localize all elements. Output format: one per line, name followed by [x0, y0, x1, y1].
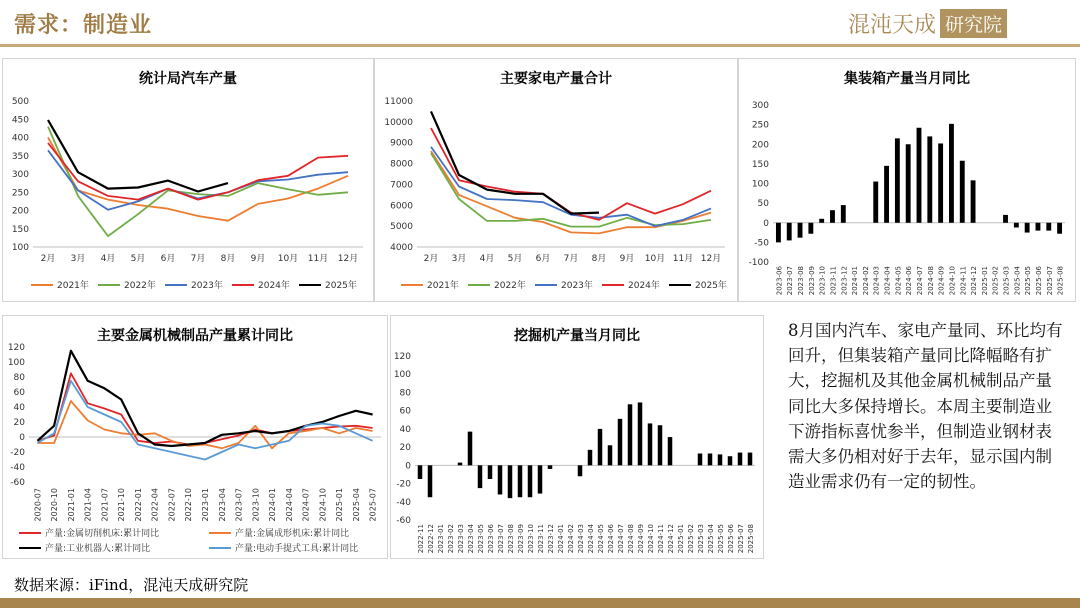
x-tick-label: 2023-01 [437, 524, 445, 554]
x-tick-label: 2023-10 [251, 488, 261, 522]
x-tick-label: 2024-04 [284, 488, 294, 522]
bar [1014, 223, 1019, 228]
container-production-chart [739, 59, 1075, 301]
series-line [431, 128, 711, 220]
x-tick-label: 6月 [160, 254, 176, 264]
x-tick-label: 2023-05 [477, 524, 485, 554]
x-tick-label: 2023-08 [507, 524, 515, 554]
series-line [37, 351, 372, 446]
bar [895, 138, 900, 222]
x-tick-label: 4月 [479, 254, 495, 264]
bar [548, 465, 553, 469]
y-tick-label: 80 [399, 388, 411, 399]
x-tick-label: 2022-10 [184, 488, 194, 522]
x-tick-label: 2023-07 [234, 488, 244, 522]
bar [458, 463, 463, 466]
x-tick-label: 2024-11 [657, 524, 665, 554]
x-tick-label: 2025-08 [1056, 266, 1065, 296]
x-tick-label: 2022-11 [417, 524, 425, 554]
x-tick-label: 2025-03 [1002, 266, 1011, 296]
x-tick-label: 2022-12 [427, 524, 435, 554]
legend-label: 2024年 [258, 281, 290, 291]
bar [873, 182, 878, 223]
y-tick-label: 100 [11, 243, 29, 253]
x-tick-label: 2025-02 [991, 266, 1000, 296]
bar [698, 453, 703, 465]
legend-label: 产量:金属成形机床:累计同比 [235, 529, 350, 539]
x-tick-label: 2023-08 [797, 266, 806, 296]
bar [808, 223, 813, 234]
y-tick-label: 200 [751, 140, 769, 151]
x-tick-label: 2024-12 [970, 266, 979, 296]
x-tick-label: 2023-09 [807, 266, 816, 296]
y-tick-label: 100 [7, 358, 25, 368]
x-tick-label: 8月 [220, 254, 236, 264]
y-tick-label: 11000 [384, 97, 413, 107]
x-tick-label: 2023-04 [467, 524, 475, 554]
bar [927, 136, 932, 222]
x-tick-label: 2022-07 [167, 488, 177, 522]
bar [488, 465, 493, 479]
bar [1003, 215, 1008, 223]
x-tick-label: 2020-10 [50, 488, 60, 522]
chart-title: 统计局汽车产量 [139, 71, 237, 87]
data-source: 数据来源：iFind，混沌天成研究院 [14, 576, 249, 594]
x-tick-label: 2024-07 [617, 524, 625, 554]
x-tick-label: 2024-05 [597, 524, 605, 554]
y-tick-label: 50 [757, 199, 769, 210]
bar [478, 465, 483, 488]
legend-label: 2023年 [191, 281, 223, 291]
x-tick-label: 2023-10 [527, 524, 535, 554]
x-tick-label: 3月 [70, 254, 86, 264]
x-tick-label: 2月 [423, 254, 439, 264]
commentary-text: 8月国内汽车、家电产量同、环比均有回升，但集装箱产量同比降幅略有扩大，挖掘机及其他金属机械制品产量同比大多保持增长。本周主要制造业下游指标喜忧参半，但制造业钢材表需大多仍相对好于去年，显示国内制造业需求仍有一定的韧性。 [788, 321, 1063, 492]
bar [518, 465, 523, 497]
y-tick-label: 4000 [390, 243, 413, 253]
legend-label: 2025年 [695, 281, 727, 291]
y-tick-label: -100 [748, 258, 769, 268]
x-tick-label: 2025-06 [1034, 266, 1043, 296]
x-tick-label: 2023-07 [786, 266, 795, 296]
bar [668, 437, 673, 465]
x-tick-label: 2024-01 [851, 266, 860, 296]
x-tick-label: 8月 [591, 254, 607, 264]
bar [658, 425, 663, 465]
legend-label: 2023年 [561, 281, 593, 291]
y-tick-label: 300 [751, 101, 769, 111]
x-tick-label: 2023-10 [818, 266, 827, 296]
bar [1025, 223, 1030, 233]
legend-label: 2021年 [57, 281, 89, 291]
y-tick-label: -50 [754, 238, 769, 249]
bar [508, 465, 513, 498]
x-tick-label: 2022-01 [133, 488, 143, 522]
header-rule [0, 44, 1080, 47]
bar [528, 465, 533, 497]
y-tick-label: 20 [399, 443, 411, 454]
bar [830, 210, 835, 223]
x-tick-label: 2025-01 [980, 266, 989, 296]
x-tick-label: 12月 [337, 254, 359, 264]
x-tick-label: 2024-05 [894, 266, 903, 296]
logo-text: 混沌天成 [848, 12, 937, 38]
brand-logo [848, 6, 1007, 40]
x-tick-label: 2024-06 [607, 524, 615, 554]
x-tick-label: 2021-04 [83, 488, 93, 522]
y-tick-label: 40 [399, 424, 411, 435]
x-tick-label: 10月 [277, 254, 299, 264]
y-tick-label: 500 [11, 97, 29, 107]
y-tick-label: -40 [396, 497, 411, 508]
legend-label: 2021年 [427, 281, 459, 291]
y-tick-label: 450 [11, 115, 29, 126]
x-tick-label: 9月 [250, 254, 266, 264]
bar [728, 456, 733, 465]
series-line [37, 401, 372, 448]
bar [608, 445, 613, 465]
bar [468, 432, 473, 466]
bar [538, 465, 543, 493]
y-tick-label: -60 [396, 516, 411, 526]
x-tick-label: 2025-05 [717, 524, 725, 554]
x-tick-label: 2025-02 [687, 524, 695, 554]
x-tick-label: 2021-07 [100, 488, 110, 522]
y-tick-label: 7000 [390, 180, 413, 191]
x-tick-label: 2025-01 [335, 488, 345, 522]
y-tick-label: 40 [13, 403, 25, 413]
y-tick-label: 250 [751, 120, 769, 131]
x-tick-label: 2024-01 [557, 524, 565, 554]
x-tick-label: 2024-07 [916, 266, 924, 296]
x-tick-label: 2月 [40, 254, 56, 264]
x-tick-label: 2024-10 [948, 266, 957, 296]
x-tick-label: 2025-01 [677, 524, 685, 554]
x-tick-label: 2023-07 [497, 524, 505, 554]
y-tick-label: -40 [10, 463, 25, 473]
bar [428, 465, 433, 497]
x-tick-label: 11月 [307, 254, 329, 264]
y-tick-label: 0 [19, 433, 25, 443]
x-tick-label: 4月 [100, 254, 116, 264]
x-tick-label: 2024-02 [567, 524, 575, 554]
bar [1057, 223, 1062, 234]
y-tick-label: 120 [7, 343, 25, 353]
appliance-production-chart [375, 59, 737, 301]
x-tick-label: 2020-07 [33, 488, 43, 522]
x-tick-label: 2024-02 [861, 266, 870, 296]
y-tick-label: 120 [393, 352, 411, 362]
bar [708, 453, 713, 465]
x-tick-label: 2023-09 [517, 524, 525, 554]
bar [598, 429, 603, 465]
bar [578, 465, 583, 476]
y-tick-label: 80 [13, 373, 25, 383]
x-tick-label: 2025-08 [747, 524, 755, 554]
y-tick-label: 400 [11, 133, 29, 144]
x-tick-label: 2023-12 [547, 524, 555, 554]
x-tick-label: 2024-06 [905, 266, 914, 296]
x-tick-label: 2025-07 [1045, 266, 1054, 296]
car-production-panel [2, 58, 374, 302]
x-tick-label: 2024-07 [301, 488, 311, 522]
legend-label: 产量:金属切削机床:累计同比 [45, 529, 160, 539]
y-tick-label: 6000 [390, 201, 413, 212]
legend-label: 产量:电动手提式工具:累计同比 [235, 544, 359, 554]
bar [588, 450, 593, 465]
bar [738, 453, 743, 466]
x-tick-label: 9月 [619, 254, 635, 264]
bar [798, 223, 803, 238]
y-tick-label: 150 [11, 224, 29, 235]
chart-title: 挖掘机产量当月同比 [514, 328, 640, 344]
x-tick-label: 2025-07 [737, 524, 745, 554]
y-tick-label: 150 [751, 159, 769, 170]
y-tick-label: 350 [11, 151, 29, 162]
x-tick-label: 10月 [644, 254, 666, 264]
appliance-production-panel [374, 58, 738, 302]
y-tick-label: 100 [393, 370, 411, 381]
bar [1046, 223, 1051, 231]
series-line [48, 120, 228, 192]
x-tick-label: 6月 [535, 254, 551, 264]
bar [638, 402, 643, 465]
y-tick-label: 300 [11, 170, 29, 180]
metal-machinery-chart [3, 316, 387, 558]
legend-label: 2024年 [628, 281, 660, 291]
y-tick-label: 0 [763, 218, 769, 229]
chart-title: 主要金属机械制品产量累计同比 [97, 328, 293, 344]
bar [498, 465, 503, 494]
y-tick-label: 200 [11, 206, 29, 217]
legend-label: 2025年 [325, 281, 357, 291]
bar [718, 454, 723, 465]
x-tick-label: 11月 [672, 254, 694, 264]
x-tick-label: 2023-11 [537, 524, 545, 554]
y-tick-label: 9000 [390, 138, 413, 149]
y-tick-label: 60 [13, 388, 25, 398]
x-tick-label: 2025-05 [1024, 266, 1033, 296]
y-tick-label: -20 [10, 448, 25, 458]
y-tick-label: 100 [751, 179, 769, 190]
x-tick-label: 2024-10 [318, 488, 328, 522]
bar [960, 161, 965, 223]
bar [776, 223, 781, 243]
x-tick-label: 2023-03 [457, 524, 465, 554]
bar [971, 180, 976, 222]
bar [418, 465, 423, 479]
y-tick-label: 5000 [390, 222, 413, 233]
bar [938, 143, 943, 222]
x-tick-label: 2024-03 [872, 266, 881, 296]
y-tick-label: 20 [13, 418, 25, 428]
x-tick-label: 7月 [563, 254, 579, 264]
x-tick-label: 12月 [700, 254, 722, 264]
y-tick-label: -20 [396, 479, 411, 490]
metal-machinery-panel [2, 315, 388, 559]
x-tick-label: 2023-01 [201, 488, 210, 522]
bar [618, 419, 623, 465]
y-tick-label: 0 [405, 461, 411, 472]
bar [949, 124, 954, 223]
x-tick-label: 5月 [130, 254, 146, 264]
bar [917, 128, 922, 223]
chart-title: 集装箱产量当月同比 [844, 71, 970, 87]
excavator-production-chart [391, 316, 763, 558]
x-tick-label: 2024-08 [926, 266, 935, 296]
bar [906, 144, 911, 223]
chart-title: 主要家电产量合计 [500, 71, 612, 87]
y-tick-label: 8000 [390, 159, 413, 170]
x-tick-label: 2024-09 [937, 266, 946, 296]
x-tick-label: 2025-07 [368, 488, 378, 522]
y-tick-label: -60 [10, 478, 25, 488]
bar [884, 166, 889, 223]
bar [648, 423, 653, 465]
bar [1036, 223, 1041, 231]
x-tick-label: 2025-04 [707, 524, 715, 554]
x-tick-label: 2023-02 [447, 524, 455, 554]
x-tick-label: 3月 [451, 254, 467, 264]
x-tick-label: 2024-12 [667, 524, 675, 554]
car-production-chart [3, 59, 373, 301]
x-tick-label: 2022-04 [150, 488, 160, 522]
legend-label: 2022年 [494, 281, 526, 291]
x-tick-label: 2023-06 [487, 524, 495, 554]
x-tick-label: 2023-12 [840, 266, 849, 296]
footer-bar [0, 598, 1080, 608]
series-line [37, 373, 372, 444]
bar [841, 205, 846, 223]
container-production-panel [738, 58, 1076, 302]
x-tick-label: 5月 [507, 254, 523, 264]
excavator-production-panel [390, 315, 764, 559]
x-tick-label: 2025-06 [727, 524, 735, 554]
bar [628, 404, 633, 465]
series-line [48, 138, 348, 221]
legend-label: 产量:工业机器人:累计同比 [45, 544, 151, 554]
x-tick-label: 2024-09 [637, 524, 645, 554]
y-tick-label: 60 [399, 406, 411, 417]
bar [787, 223, 792, 241]
legend-label: 2022年 [124, 281, 156, 291]
x-tick-label: 2024-04 [883, 266, 892, 296]
y-tick-label: 250 [11, 188, 29, 199]
x-tick-label: 2024-08 [627, 524, 635, 554]
x-tick-label: 7月 [190, 254, 206, 264]
x-tick-label: 2021-10 [117, 488, 127, 522]
x-tick-label: 2024-01 [268, 488, 278, 522]
x-tick-label: 2024-03 [577, 524, 585, 554]
bar [748, 453, 753, 466]
page-title: 需求：制造业 [14, 12, 153, 38]
x-tick-label: 2021-01 [66, 488, 76, 522]
y-tick-label: 10000 [384, 117, 413, 128]
x-tick-label: 2023-11 [829, 266, 838, 296]
x-tick-label: 2025-03 [697, 524, 705, 554]
x-tick-label: 2023-04 [217, 488, 227, 522]
bar [819, 219, 824, 223]
x-tick-label: 2024-04 [587, 524, 595, 554]
logo-box: 研究院 [940, 9, 1007, 38]
x-tick-label: 2024-10 [647, 524, 655, 554]
x-tick-label: 2025-04 [351, 488, 361, 522]
series-line [431, 111, 599, 213]
x-tick-label: 2023-06 [775, 266, 784, 296]
x-tick-label: 2025-04 [1013, 266, 1022, 296]
x-tick-label: 2024-11 [959, 266, 968, 296]
